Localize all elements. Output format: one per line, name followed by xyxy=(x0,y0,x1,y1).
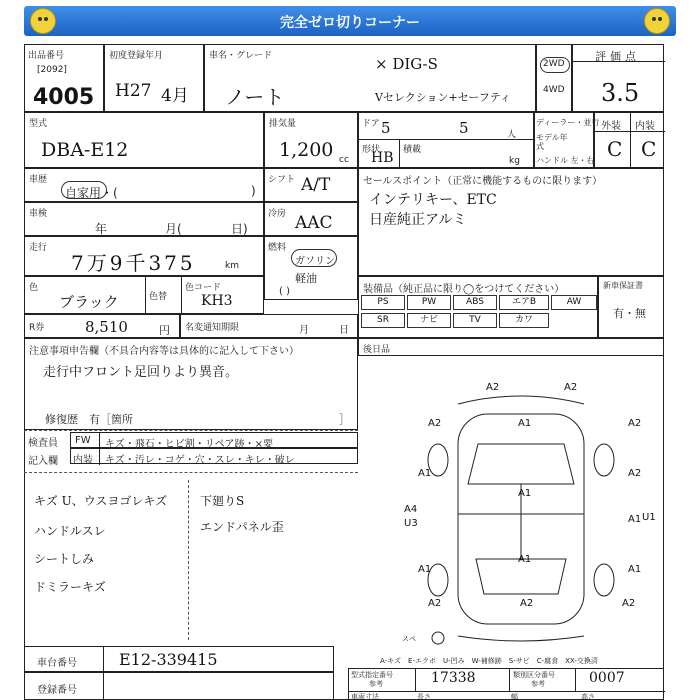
car-mark: A1 xyxy=(418,468,432,479)
shift-label: シフト xyxy=(268,175,296,185)
divider xyxy=(103,673,104,700)
repair-close: ］ xyxy=(339,413,350,426)
shape-label: 形状 xyxy=(362,145,381,155)
sales-point-line1: インテリキー、ETC xyxy=(369,192,497,208)
displacement-label: 排気量 xyxy=(269,119,297,129)
remark-left-4: ドミラーキズ xyxy=(34,580,106,594)
color-code-label: 色コード xyxy=(185,283,222,293)
car-wheel xyxy=(594,444,614,476)
lot-code: [2092] xyxy=(37,65,67,75)
dims-length: 長さ xyxy=(417,693,431,700)
car-mark: A1 xyxy=(418,564,432,575)
car-rear-bumper xyxy=(458,636,584,641)
type-label: 型式 xyxy=(29,119,48,129)
inspection-cell xyxy=(24,202,264,236)
recycle-unit: 円 xyxy=(159,324,170,337)
seats-value: 5 xyxy=(459,119,469,137)
divider xyxy=(145,277,146,315)
car-mark: A2 xyxy=(622,598,636,609)
fuel-diesel: 軽油 xyxy=(295,272,317,285)
car-mark: A2 xyxy=(428,418,442,429)
type-value: DBA-E12 xyxy=(41,139,129,161)
car-mark: A2 xyxy=(564,382,578,393)
auction-sheet xyxy=(24,44,664,700)
inner-label: 内装 xyxy=(73,455,93,466)
dealer-label: ディーラー・並行 xyxy=(536,118,600,127)
inspector-codes: キズ・飛石・ヒビ割・リペア跡・×要 xyxy=(105,439,273,450)
equip-sr: SR xyxy=(361,313,405,328)
divider xyxy=(399,139,400,169)
model-year-label: モデル年式 xyxy=(536,133,568,151)
car-mark: A1 xyxy=(518,554,532,565)
warranty-value: 有・無 xyxy=(613,307,646,320)
equip-abs: ABS xyxy=(453,295,497,310)
car-front-bumper xyxy=(458,396,584,404)
cooler-cell xyxy=(264,202,358,236)
car-wheel xyxy=(594,564,614,596)
car-mark: A1 xyxy=(628,514,642,525)
equip-ps: PS xyxy=(361,295,405,310)
repair-history: 修復歴 有［箇所 xyxy=(45,413,133,426)
car-mark: A4 xyxy=(404,504,418,515)
name-change-label: 名変通知期限 xyxy=(185,323,240,333)
first-reg-month: 4月 xyxy=(161,86,189,106)
usage-label: 車歴 xyxy=(29,175,48,185)
lot-cell xyxy=(24,44,104,112)
type-cell xyxy=(24,112,264,168)
spare-tire xyxy=(432,632,444,644)
drive-4wd: 4WD xyxy=(543,85,565,95)
car-windshield xyxy=(468,444,574,484)
mileage-value: 7万9千375 xyxy=(71,251,196,275)
recorder-label: 記入欄 xyxy=(28,456,58,467)
inspector-label: 検査員 xyxy=(28,438,58,449)
model-label: 車名・グレード xyxy=(209,51,273,61)
dims-label: 車両寸法 xyxy=(351,693,379,700)
divider xyxy=(573,61,665,62)
divider xyxy=(575,669,576,691)
recycle-value: 8,510 xyxy=(85,318,128,336)
mileage-label: 走行 xyxy=(29,243,48,253)
load-label: 積載 xyxy=(403,145,422,155)
equip-navi: ナビ xyxy=(407,313,451,328)
reg-cell xyxy=(24,672,334,700)
notes-label: 注意事項申告欄（不具合内容等は具体的に記入して下さい） xyxy=(29,346,299,357)
fuel-gasoline: ガソリン xyxy=(295,256,335,267)
score-value: 3.5 xyxy=(601,79,640,107)
legend-text: A-キズ E-エクボ U-凹み W-補修跡 S-サビ C-腐食 XX-交換済 xyxy=(380,657,598,665)
reg-label: 登録番号 xyxy=(37,685,77,696)
seats-unit: 人 xyxy=(507,130,517,140)
sales-point-line2: 日産純正アルミ xyxy=(369,212,467,228)
category-id-label: 類別区分番号 xyxy=(513,671,555,679)
car-mark: A1 xyxy=(518,418,532,429)
warranty-cell xyxy=(598,276,664,338)
car-mark: A1 xyxy=(518,488,532,499)
car-mark: U3 xyxy=(404,518,418,529)
model-extra: × DIG-S xyxy=(375,55,438,73)
mascot-icon xyxy=(644,8,670,34)
equip-leather: カワ xyxy=(499,313,549,328)
shift-value: A/T xyxy=(301,175,331,195)
color-label: 色 xyxy=(29,283,39,293)
remark-left-3: シートしみ xyxy=(34,552,95,566)
model-id-label: 型式指定番号 xyxy=(351,671,393,679)
mileage-cell xyxy=(24,236,264,276)
handle-label: ハンドル 左・右 xyxy=(536,156,595,165)
divider xyxy=(99,449,100,465)
remark-right-2: エンドパネル歪 xyxy=(200,520,284,534)
rear-item-cell xyxy=(358,338,664,356)
model-name: ノート xyxy=(225,85,285,109)
color-value: ブラック xyxy=(59,293,119,311)
first-reg-year: H27 xyxy=(115,81,152,101)
divider xyxy=(99,433,100,449)
doors-label: ドア xyxy=(362,119,380,129)
dash-line xyxy=(24,472,358,473)
divider xyxy=(509,669,510,691)
load-unit: kg xyxy=(509,156,520,166)
equip-airbag: エアB xyxy=(499,295,549,310)
equipment-label: 装備品（純正品に限り◯をつけてください） xyxy=(363,284,565,295)
sales-point-cell xyxy=(358,168,664,276)
ext-value: C xyxy=(607,137,623,161)
fw-label: FW xyxy=(75,435,91,446)
ext-int-cell xyxy=(594,112,664,168)
equipment-cell xyxy=(358,276,598,338)
remark-left-2: ハンドルスレ xyxy=(34,524,106,538)
lot-number: 4005 xyxy=(33,85,95,110)
divider xyxy=(103,647,104,673)
recycle-label: R券 xyxy=(29,323,45,333)
model-cell xyxy=(204,44,536,112)
banner-title: 完全ゼロ切りコーナー xyxy=(280,15,420,31)
dash-line xyxy=(24,430,358,431)
ext-label: 外装 xyxy=(601,121,621,132)
warranty-label: 新車保証書 xyxy=(603,281,643,290)
lot-label: 出品番号 xyxy=(28,51,65,61)
fuel-other: ( ) xyxy=(279,286,290,297)
model-grade: Vセレクション+セーフティ xyxy=(375,91,511,104)
chassis-cell xyxy=(24,646,334,672)
name-change-day: 日 xyxy=(339,325,349,336)
category-id-sub: 参考 xyxy=(531,680,545,688)
displacement-value: 1,200 xyxy=(279,139,334,161)
cooler-label: 冷房 xyxy=(268,209,287,219)
inspection-label: 車検 xyxy=(29,209,48,219)
dash-line xyxy=(188,480,189,640)
car-mark: A1 xyxy=(628,564,642,575)
name-change-cell xyxy=(180,314,358,338)
inspection-year: 年 xyxy=(95,222,108,236)
equip-aw: AW xyxy=(551,295,597,310)
recorder-codes: キズ・汚レ・コゲ・穴・スレ・キレ・破レ xyxy=(105,455,295,466)
int-value: C xyxy=(641,137,657,161)
divider xyxy=(349,691,665,692)
fuel-label: 燃料 xyxy=(268,243,287,253)
car-mark: U1 xyxy=(642,512,656,523)
remark-right-1: 下廻りS xyxy=(200,494,245,508)
divider xyxy=(359,139,535,140)
displacement-unit: cc xyxy=(339,155,349,165)
usage-cell xyxy=(24,168,264,202)
dims-height: 高さ xyxy=(581,693,595,700)
notes-cell xyxy=(24,338,358,430)
shift-cell xyxy=(264,168,358,202)
inspection-day: 日) xyxy=(231,222,248,236)
drive-2wd: 2WD xyxy=(543,59,565,69)
usage-value: 自家用・( xyxy=(65,186,118,200)
recycle-cell xyxy=(24,314,180,338)
usage-close: ) xyxy=(251,184,256,198)
color-code-value: KH3 xyxy=(201,293,233,309)
rear-item-label: 後日品 xyxy=(363,345,391,355)
sales-point-label: セールスポイント（正常に機能するものに限ります） xyxy=(363,176,603,187)
chassis-value: E12-339415 xyxy=(119,650,218,669)
inspector-row xyxy=(70,432,358,448)
recorder-row xyxy=(70,448,358,464)
id-cell xyxy=(348,668,664,700)
displacement-cell xyxy=(264,112,358,168)
chassis-label: 車台番号 xyxy=(37,658,77,669)
car-mark: A2 xyxy=(628,468,642,479)
remark-left-1: キズ U、ウスヨゴレキズ xyxy=(34,494,168,508)
int-label: 内装 xyxy=(635,121,655,132)
inspection-month: 月( xyxy=(165,222,182,236)
shape-value: HB xyxy=(371,150,394,166)
notes-text: 走行中フロント足回りより異音。 xyxy=(43,365,239,380)
model-id-sub: 参考 xyxy=(369,680,383,688)
score-cell xyxy=(572,44,664,112)
spare-label: スペ xyxy=(402,635,416,643)
divider xyxy=(630,113,631,169)
equip-tv: TV xyxy=(453,313,497,328)
first-reg-label: 初度登録年月 xyxy=(109,51,164,61)
car-mark: A2 xyxy=(520,598,534,609)
category-id-value: 0007 xyxy=(589,670,625,686)
model-id-value: 17338 xyxy=(431,670,476,686)
name-change-month: 月 xyxy=(299,325,309,336)
doors-value: 5 xyxy=(381,119,391,137)
mileage-unit: km xyxy=(225,261,239,271)
equip-pw: PW xyxy=(407,295,451,310)
car-mark: A2 xyxy=(628,418,642,429)
cooler-value: AAC xyxy=(295,213,333,233)
car-mark: A2 xyxy=(428,598,442,609)
divider xyxy=(415,669,416,691)
banner xyxy=(24,6,676,36)
first-reg-cell xyxy=(104,44,204,112)
doors-cell xyxy=(358,112,534,168)
dims-width: 幅 xyxy=(511,693,518,700)
divider xyxy=(181,277,182,315)
fuel-cell xyxy=(264,236,358,300)
dealer-cell xyxy=(534,112,600,168)
color-change-label: 色替 xyxy=(149,292,168,302)
drive-cell xyxy=(536,44,572,112)
car-mark: A2 xyxy=(486,382,500,393)
score-label: 評価点 xyxy=(595,50,640,63)
color-cell xyxy=(24,276,264,314)
